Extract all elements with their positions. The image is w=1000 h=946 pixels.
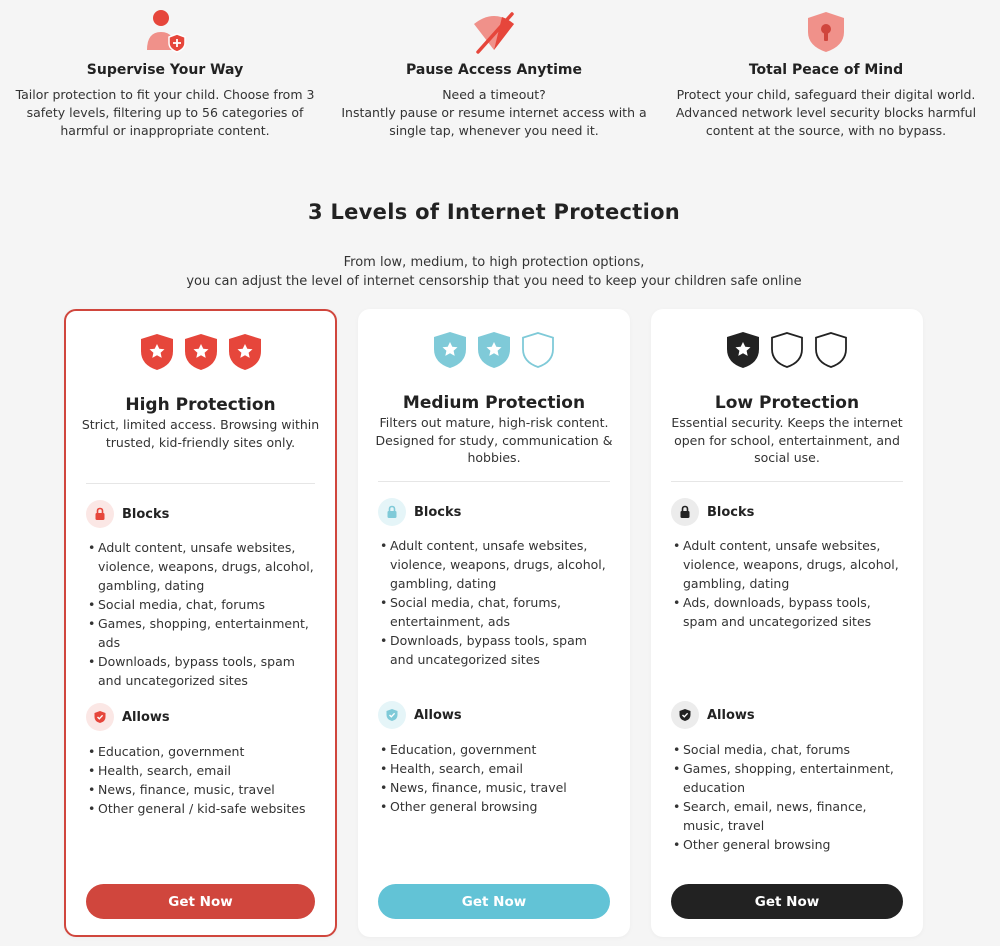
feature-pause <box>329 0 659 140</box>
plan-description: Essential security. Keeps the internet open for school, entertainment, and social use. <box>671 415 903 465</box>
blocks-label: Blocks <box>122 506 170 522</box>
section-subtitle: From low, medium, to high protection options, you can adjust the level of internet censorship that you need to keep your children safe online <box>186 255 802 289</box>
lock-icon <box>378 498 406 526</box>
allows-header <box>378 701 462 729</box>
allows-header <box>671 701 755 729</box>
plan-card-low <box>651 309 923 937</box>
list-item: • Education, government <box>88 742 321 761</box>
shield-filled-icon <box>433 331 467 369</box>
list-item: • Health, search, email <box>380 759 616 778</box>
allows-list <box>380 740 616 816</box>
shield-check-icon <box>86 703 114 731</box>
list-item: • Ads, downloads, bypass tools, spam and uncategorized sites <box>673 593 909 631</box>
blocks-list <box>380 536 616 669</box>
shield-outline-icon <box>521 331 555 369</box>
blocks-label: Blocks <box>707 504 755 520</box>
shield-filled-icon <box>140 333 174 371</box>
list-item: • Games, shopping, entertainment, ads <box>88 614 321 652</box>
plan-title: Low Protection <box>714 393 860 413</box>
plan-title: Medium Protection <box>402 393 586 413</box>
shield-filled-icon <box>228 333 262 371</box>
feature-title: Total Peace of Mind <box>748 62 904 78</box>
list-item: • Downloads, bypass tools, spam and uncategorized sites <box>380 631 616 669</box>
list-item: • Social media, chat, forums <box>88 595 321 614</box>
allows-label: Allows <box>707 707 755 723</box>
list-item: • Other general browsing <box>380 797 616 816</box>
plan-title: High Protection <box>125 395 276 415</box>
list-item: • Search, email, news, finance, music, travel <box>673 797 909 835</box>
plan-card-medium <box>358 309 630 937</box>
list-item: • Health, search, email <box>88 761 321 780</box>
list-item: • Adult content, unsafe websites, violence, weapons, drugs, alcohol, gambling, dating <box>380 536 616 593</box>
allows-list <box>88 742 321 818</box>
lock-icon <box>86 500 114 528</box>
wifi-off-icon <box>329 0 659 60</box>
list-item: • Adult content, unsafe websites, violence, weapons, drugs, alcohol, gambling, dating <box>673 536 909 593</box>
feature-supervise <box>0 0 330 140</box>
blocks-header <box>378 498 461 526</box>
shield-outline-icon <box>770 331 804 369</box>
shield-check-icon <box>378 701 406 729</box>
lock-icon <box>671 498 699 526</box>
allows-label: Allows <box>414 707 462 723</box>
divider <box>378 481 610 482</box>
list-item: • Social media, chat, forums <box>673 740 909 759</box>
shield-filled-icon <box>477 331 511 369</box>
user-shield-icon <box>0 0 330 60</box>
list-item: • News, finance, music, travel <box>380 778 616 797</box>
feature-desc: Need a timeout? Instantly pause or resume internet access with a single tap, whenever you need it. <box>341 87 647 138</box>
blocks-header <box>86 500 169 528</box>
shield-filled-icon <box>184 333 218 371</box>
section-title: 3 Levels of Internet Protection <box>307 200 681 224</box>
list-item: • Other general browsing <box>673 835 909 854</box>
list-item: • Social media, chat, forums, entertainment, ads <box>380 593 616 631</box>
list-item: • Games, shopping, entertainment, education <box>673 759 909 797</box>
features-row <box>0 0 1000 150</box>
feature-desc: Tailor protection to fit your child. Choose from 3 safety levels, filtering up to 56 categories of harmful or inappropriate content. <box>15 87 315 138</box>
list-item: • News, finance, music, travel <box>88 780 321 799</box>
shield-outline-icon <box>814 331 848 369</box>
shield-filled-icon <box>726 331 760 369</box>
shield-lock-icon <box>661 0 991 60</box>
list-item: • Education, government <box>380 740 616 759</box>
get-now-button[interactable]: Get Now <box>671 884 903 919</box>
plan-card-high <box>64 309 337 937</box>
divider <box>671 481 903 482</box>
get-now-button[interactable]: Get Now <box>86 884 315 919</box>
feature-desc: Protect your child, safeguard their digital world. Advanced network level security blocks harmful content at the source, with no bypass. <box>675 87 977 138</box>
divider <box>86 483 315 484</box>
list-item: • Adult content, unsafe websites, violence, weapons, drugs, alcohol, gambling, dating <box>88 538 321 595</box>
plan-description: Filters out mature, high-risk content. Designed for study, communication & hobbies. <box>375 415 613 465</box>
shield-check-icon <box>671 701 699 729</box>
list-item: • Other general / kid-safe websites <box>88 799 321 818</box>
blocks-list <box>673 536 909 631</box>
shield-rating <box>651 331 923 369</box>
feature-title: Pause Access Anytime <box>406 62 582 78</box>
blocks-list <box>88 538 321 690</box>
feature-title: Supervise Your Way <box>86 62 244 78</box>
feature-peace <box>661 0 991 140</box>
allows-label: Allows <box>122 709 170 725</box>
get-now-button[interactable]: Get Now <box>378 884 610 919</box>
plan-description: Strict, limited access. Browsing within trusted, kid-friendly sites only. <box>81 417 320 450</box>
allows-header <box>86 703 170 731</box>
shield-rating <box>358 331 630 369</box>
blocks-label: Blocks <box>414 504 462 520</box>
shield-rating <box>66 333 335 371</box>
allows-list <box>673 740 909 854</box>
blocks-header <box>671 498 754 526</box>
list-item: • Downloads, bypass tools, spam and uncategorized sites <box>88 652 321 690</box>
